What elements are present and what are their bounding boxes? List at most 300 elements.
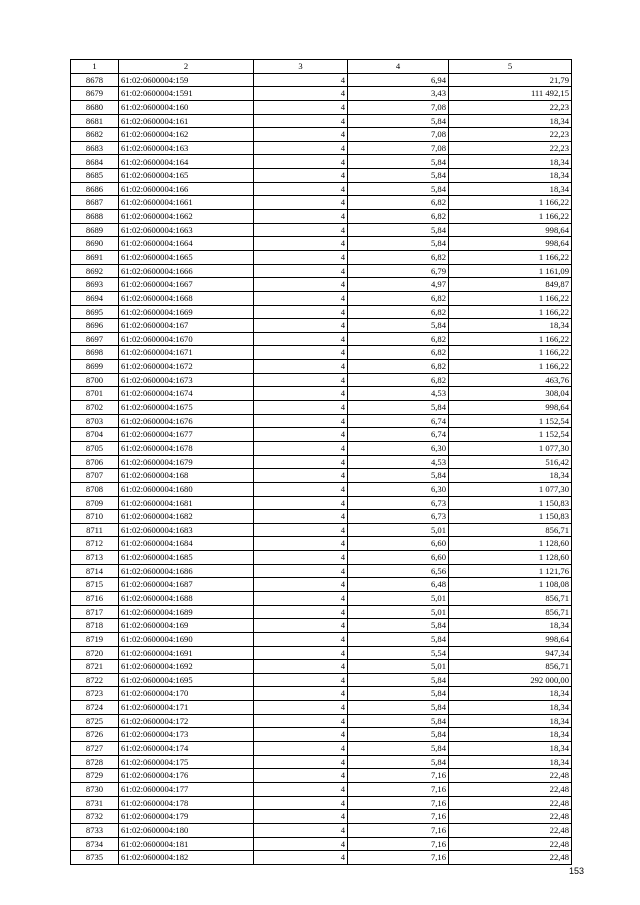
- table-row: [71, 523, 572, 537]
- cadastral-number-cell: 61:02:0600004:170: [119, 687, 254, 701]
- table-row: [71, 823, 572, 837]
- value-a-cell: 5,01: [348, 523, 449, 537]
- row-number-cell: 8694: [71, 291, 119, 305]
- category-cell: 4: [254, 619, 348, 633]
- category-cell: 4: [254, 441, 348, 455]
- cadastral-number-cell: 61:02:0600004:1664: [119, 237, 254, 251]
- category-cell: 4: [254, 401, 348, 415]
- table-row: [71, 810, 572, 824]
- cadastral-number-cell: 61:02:0600004:1681: [119, 496, 254, 510]
- value-b-cell: 22,48: [449, 823, 572, 837]
- table-row: [71, 128, 572, 142]
- row-number-cell: 8717: [71, 605, 119, 619]
- cadastral-number-cell: 61:02:0600004:160: [119, 100, 254, 114]
- column-header-1: 1: [71, 60, 119, 74]
- row-number-cell: 8731: [71, 796, 119, 810]
- row-number-cell: 8734: [71, 837, 119, 851]
- value-a-cell: 6,82: [348, 373, 449, 387]
- value-b-cell: 998,64: [449, 223, 572, 237]
- value-b-cell: 1 150,83: [449, 496, 572, 510]
- category-cell: 4: [254, 319, 348, 333]
- column-header-4: 4: [348, 60, 449, 74]
- category-cell: 4: [254, 510, 348, 524]
- cadastral-number-cell: 61:02:0600004:1685: [119, 551, 254, 565]
- value-b-cell: 1 166,22: [449, 360, 572, 374]
- cadastral-number-cell: 61:02:0600004:1673: [119, 373, 254, 387]
- value-b-cell: 22,23: [449, 141, 572, 155]
- table-body: [71, 73, 572, 864]
- value-b-cell: 998,64: [449, 237, 572, 251]
- cadastral-number-cell: 61:02:0600004:1683: [119, 523, 254, 537]
- cadastral-number-cell: 61:02:0600004:1591: [119, 87, 254, 101]
- value-a-cell: 7,08: [348, 141, 449, 155]
- cadastral-number-cell: 61:02:0600004:1692: [119, 660, 254, 674]
- category-cell: 4: [254, 278, 348, 292]
- cadastral-number-cell: 61:02:0600004:1677: [119, 428, 254, 442]
- row-number-cell: 8686: [71, 182, 119, 196]
- value-b-cell: 22,48: [449, 810, 572, 824]
- table-row: [71, 441, 572, 455]
- category-cell: 4: [254, 496, 348, 510]
- value-b-cell: 947,34: [449, 646, 572, 660]
- cadastral-number-cell: 61:02:0600004:167: [119, 319, 254, 333]
- value-b-cell: 18,34: [449, 182, 572, 196]
- category-cell: 4: [254, 414, 348, 428]
- value-b-cell: 856,71: [449, 523, 572, 537]
- cadastral-number-cell: 61:02:0600004:175: [119, 755, 254, 769]
- category-cell: 4: [254, 564, 348, 578]
- column-header-3: 3: [254, 60, 348, 74]
- value-b-cell: 18,34: [449, 469, 572, 483]
- table-row: [71, 305, 572, 319]
- cadastral-number-cell: 61:02:0600004:1672: [119, 360, 254, 374]
- row-number-cell: 8710: [71, 510, 119, 524]
- cadastral-table: [70, 59, 572, 865]
- cadastral-number-cell: 61:02:0600004:1691: [119, 646, 254, 660]
- value-b-cell: 18,34: [449, 714, 572, 728]
- value-a-cell: 5,84: [348, 401, 449, 415]
- cadastral-number-cell: 61:02:0600004:178: [119, 796, 254, 810]
- row-number-cell: 8714: [71, 564, 119, 578]
- row-number-cell: 8727: [71, 742, 119, 756]
- value-a-cell: 5,01: [348, 660, 449, 674]
- value-a-cell: 5,84: [348, 319, 449, 333]
- cadastral-number-cell: 61:02:0600004:164: [119, 155, 254, 169]
- table-row: [71, 742, 572, 756]
- value-a-cell: 6,82: [348, 291, 449, 305]
- category-cell: 4: [254, 605, 348, 619]
- row-number-cell: 8726: [71, 728, 119, 742]
- value-a-cell: 5,84: [348, 169, 449, 183]
- page-number: 153: [568, 866, 584, 876]
- table-row: [71, 250, 572, 264]
- category-cell: 4: [254, 469, 348, 483]
- row-number-cell: 8721: [71, 660, 119, 674]
- row-number-cell: 8696: [71, 319, 119, 333]
- table-row: [71, 796, 572, 810]
- value-a-cell: 6,74: [348, 414, 449, 428]
- cadastral-number-cell: 61:02:0600004:161: [119, 114, 254, 128]
- category-cell: 4: [254, 837, 348, 851]
- value-b-cell: 1 077,30: [449, 482, 572, 496]
- row-number-cell: 8678: [71, 73, 119, 87]
- row-number-cell: 8683: [71, 141, 119, 155]
- category-cell: 4: [254, 769, 348, 783]
- value-b-cell: 18,34: [449, 169, 572, 183]
- value-b-cell: 1 108,08: [449, 578, 572, 592]
- value-b-cell: 463,76: [449, 373, 572, 387]
- row-number-cell: 8688: [71, 210, 119, 224]
- cadastral-number-cell: 61:02:0600004:1669: [119, 305, 254, 319]
- table-row: [71, 169, 572, 183]
- row-number-cell: 8684: [71, 155, 119, 169]
- table-row: [71, 714, 572, 728]
- value-b-cell: 1 166,22: [449, 305, 572, 319]
- value-a-cell: 5,84: [348, 114, 449, 128]
- value-a-cell: 6,82: [348, 305, 449, 319]
- value-b-cell: 18,34: [449, 755, 572, 769]
- table-row: [71, 564, 572, 578]
- table-row: [71, 196, 572, 210]
- table-header: [71, 60, 572, 74]
- category-cell: 4: [254, 660, 348, 674]
- category-cell: 4: [254, 578, 348, 592]
- value-b-cell: 1 150,83: [449, 510, 572, 524]
- row-number-cell: 8679: [71, 87, 119, 101]
- category-cell: 4: [254, 373, 348, 387]
- value-a-cell: 6,48: [348, 578, 449, 592]
- value-b-cell: 1 128,60: [449, 537, 572, 551]
- row-number-cell: 8692: [71, 264, 119, 278]
- value-a-cell: 5,84: [348, 755, 449, 769]
- value-b-cell: 18,34: [449, 742, 572, 756]
- table-row: [71, 360, 572, 374]
- row-number-cell: 8700: [71, 373, 119, 387]
- category-cell: 4: [254, 782, 348, 796]
- value-a-cell: 5,01: [348, 605, 449, 619]
- category-cell: 4: [254, 141, 348, 155]
- cadastral-number-cell: 61:02:0600004:1663: [119, 223, 254, 237]
- cadastral-number-cell: 61:02:0600004:1661: [119, 196, 254, 210]
- table-row: [71, 278, 572, 292]
- value-a-cell: 5,84: [348, 182, 449, 196]
- table-row: [71, 469, 572, 483]
- table-row: [71, 141, 572, 155]
- value-a-cell: 7,16: [348, 782, 449, 796]
- cadastral-number-cell: 61:02:0600004:172: [119, 714, 254, 728]
- row-number-cell: 8701: [71, 387, 119, 401]
- row-number-cell: 8689: [71, 223, 119, 237]
- value-b-cell: 1 152,54: [449, 414, 572, 428]
- row-number-cell: 8707: [71, 469, 119, 483]
- category-cell: 4: [254, 387, 348, 401]
- table-row: [71, 319, 572, 333]
- table-row: [71, 591, 572, 605]
- category-cell: 4: [254, 632, 348, 646]
- value-a-cell: 5,84: [348, 469, 449, 483]
- table-row: [71, 100, 572, 114]
- row-number-cell: 8715: [71, 578, 119, 592]
- row-number-cell: 8716: [71, 591, 119, 605]
- row-number-cell: 8735: [71, 851, 119, 865]
- row-number-cell: 8685: [71, 169, 119, 183]
- value-b-cell: 1 161,09: [449, 264, 572, 278]
- cadastral-number-cell: 61:02:0600004:1676: [119, 414, 254, 428]
- value-b-cell: 856,71: [449, 660, 572, 674]
- value-b-cell: 516,42: [449, 455, 572, 469]
- cadastral-number-cell: 61:02:0600004:1675: [119, 401, 254, 415]
- cadastral-number-cell: 61:02:0600004:182: [119, 851, 254, 865]
- table-row: [71, 114, 572, 128]
- category-cell: 4: [254, 523, 348, 537]
- value-a-cell: 7,16: [348, 851, 449, 865]
- value-b-cell: 292 000,00: [449, 673, 572, 687]
- row-number-cell: 8705: [71, 441, 119, 455]
- category-cell: 4: [254, 182, 348, 196]
- cadastral-number-cell: 61:02:0600004:159: [119, 73, 254, 87]
- value-b-cell: 21,79: [449, 73, 572, 87]
- row-number-cell: 8697: [71, 332, 119, 346]
- value-a-cell: 6,73: [348, 496, 449, 510]
- table-row: [71, 373, 572, 387]
- value-a-cell: 6,82: [348, 346, 449, 360]
- value-a-cell: 7,16: [348, 810, 449, 824]
- category-cell: 4: [254, 714, 348, 728]
- row-number-cell: 8722: [71, 673, 119, 687]
- row-number-cell: 8680: [71, 100, 119, 114]
- value-a-cell: 6,94: [348, 73, 449, 87]
- row-number-cell: 8711: [71, 523, 119, 537]
- table-row: [71, 155, 572, 169]
- value-b-cell: 18,34: [449, 687, 572, 701]
- value-b-cell: 22,48: [449, 851, 572, 865]
- category-cell: 4: [254, 537, 348, 551]
- row-number-cell: 8704: [71, 428, 119, 442]
- category-cell: 4: [254, 87, 348, 101]
- cadastral-number-cell: 61:02:0600004:168: [119, 469, 254, 483]
- category-cell: 4: [254, 73, 348, 87]
- value-b-cell: 1 128,60: [449, 551, 572, 565]
- category-cell: 4: [254, 482, 348, 496]
- category-cell: 4: [254, 673, 348, 687]
- row-number-cell: 8698: [71, 346, 119, 360]
- row-number-cell: 8691: [71, 250, 119, 264]
- value-b-cell: 18,34: [449, 701, 572, 715]
- cadastral-number-cell: 61:02:0600004:1684: [119, 537, 254, 551]
- cadastral-number-cell: 61:02:0600004:1662: [119, 210, 254, 224]
- category-cell: 4: [254, 728, 348, 742]
- table-row: [71, 837, 572, 851]
- value-b-cell: 22,23: [449, 100, 572, 114]
- category-cell: 4: [254, 591, 348, 605]
- value-b-cell: 1 077,30: [449, 441, 572, 455]
- category-cell: 4: [254, 305, 348, 319]
- cadastral-number-cell: 61:02:0600004:1666: [119, 264, 254, 278]
- cadastral-number-cell: 61:02:0600004:1679: [119, 455, 254, 469]
- cadastral-number-cell: 61:02:0600004:1688: [119, 591, 254, 605]
- value-b-cell: 849,87: [449, 278, 572, 292]
- value-a-cell: 6,82: [348, 210, 449, 224]
- category-cell: 4: [254, 360, 348, 374]
- row-number-cell: 8695: [71, 305, 119, 319]
- category-cell: 4: [254, 169, 348, 183]
- table-row: [71, 551, 572, 565]
- table-row: [71, 537, 572, 551]
- table-row: [71, 632, 572, 646]
- value-a-cell: 6,73: [348, 510, 449, 524]
- cadastral-number-cell: 61:02:0600004:171: [119, 701, 254, 715]
- value-b-cell: 22,48: [449, 769, 572, 783]
- category-cell: 4: [254, 223, 348, 237]
- table-row: [71, 87, 572, 101]
- row-number-cell: 8725: [71, 714, 119, 728]
- column-header-5: 5: [449, 60, 572, 74]
- row-number-cell: 8732: [71, 810, 119, 824]
- row-number-cell: 8713: [71, 551, 119, 565]
- table-row: [71, 387, 572, 401]
- row-number-cell: 8681: [71, 114, 119, 128]
- cadastral-number-cell: 61:02:0600004:176: [119, 769, 254, 783]
- value-a-cell: 7,08: [348, 128, 449, 142]
- value-a-cell: 6,82: [348, 250, 449, 264]
- table-row: [71, 182, 572, 196]
- value-a-cell: 5,84: [348, 742, 449, 756]
- cadastral-number-cell: 61:02:0600004:1690: [119, 632, 254, 646]
- table-row: [71, 346, 572, 360]
- row-number-cell: 8703: [71, 414, 119, 428]
- category-cell: 4: [254, 210, 348, 224]
- category-cell: 4: [254, 155, 348, 169]
- cadastral-number-cell: 61:02:0600004:169: [119, 619, 254, 633]
- cadastral-number-cell: 61:02:0600004:1680: [119, 482, 254, 496]
- value-b-cell: 1 166,22: [449, 210, 572, 224]
- category-cell: 4: [254, 742, 348, 756]
- cadastral-number-cell: 61:02:0600004:1687: [119, 578, 254, 592]
- table-row: [71, 687, 572, 701]
- row-number-cell: 8733: [71, 823, 119, 837]
- row-number-cell: 8728: [71, 755, 119, 769]
- row-number-cell: 8699: [71, 360, 119, 374]
- category-cell: 4: [254, 128, 348, 142]
- value-a-cell: 6,30: [348, 482, 449, 496]
- value-a-cell: 5,84: [348, 619, 449, 633]
- cadastral-number-cell: 61:02:0600004:179: [119, 810, 254, 824]
- cadastral-number-cell: 61:02:0600004:1689: [119, 605, 254, 619]
- row-number-cell: 8690: [71, 237, 119, 251]
- table-row: [71, 73, 572, 87]
- category-cell: 4: [254, 250, 348, 264]
- value-b-cell: 1 121,76: [449, 564, 572, 578]
- category-cell: 4: [254, 346, 348, 360]
- table-row: [71, 673, 572, 687]
- value-b-cell: 856,71: [449, 605, 572, 619]
- table-row: [71, 619, 572, 633]
- value-a-cell: 5,01: [348, 591, 449, 605]
- value-a-cell: 4,97: [348, 278, 449, 292]
- value-a-cell: 6,60: [348, 551, 449, 565]
- table-row: [71, 414, 572, 428]
- cadastral-number-cell: 61:02:0600004:162: [119, 128, 254, 142]
- row-number-cell: 8712: [71, 537, 119, 551]
- value-a-cell: 5,84: [348, 673, 449, 687]
- row-number-cell: 8709: [71, 496, 119, 510]
- cadastral-number-cell: 61:02:0600004:1670: [119, 332, 254, 346]
- value-a-cell: 6,82: [348, 332, 449, 346]
- value-a-cell: 5,84: [348, 223, 449, 237]
- row-number-cell: 8706: [71, 455, 119, 469]
- row-number-cell: 8730: [71, 782, 119, 796]
- value-a-cell: 4,53: [348, 387, 449, 401]
- category-cell: 4: [254, 823, 348, 837]
- value-a-cell: 4,53: [348, 455, 449, 469]
- row-number-cell: 8729: [71, 769, 119, 783]
- table-row: [71, 851, 572, 865]
- category-cell: 4: [254, 755, 348, 769]
- table-row: [71, 401, 572, 415]
- table-row: [71, 210, 572, 224]
- value-b-cell: 856,71: [449, 591, 572, 605]
- value-a-cell: 5,84: [348, 155, 449, 169]
- value-b-cell: 1 166,22: [449, 250, 572, 264]
- category-cell: 4: [254, 851, 348, 865]
- table-row: [71, 332, 572, 346]
- value-b-cell: 22,23: [449, 128, 572, 142]
- value-b-cell: 308,04: [449, 387, 572, 401]
- value-a-cell: 5,84: [348, 632, 449, 646]
- cadastral-number-cell: 61:02:0600004:1682: [119, 510, 254, 524]
- value-b-cell: 18,34: [449, 114, 572, 128]
- table-row: [71, 496, 572, 510]
- category-cell: 4: [254, 196, 348, 210]
- cadastral-number-cell: 61:02:0600004:1665: [119, 250, 254, 264]
- table-row: [71, 237, 572, 251]
- value-b-cell: 18,34: [449, 319, 572, 333]
- category-cell: 4: [254, 114, 348, 128]
- cadastral-number-cell: 61:02:0600004:173: [119, 728, 254, 742]
- cadastral-number-cell: 61:02:0600004:174: [119, 742, 254, 756]
- value-b-cell: 998,64: [449, 401, 572, 415]
- row-number-cell: 8724: [71, 701, 119, 715]
- value-b-cell: 998,64: [449, 632, 572, 646]
- value-a-cell: 7,16: [348, 769, 449, 783]
- value-b-cell: 111 492,15: [449, 87, 572, 101]
- cadastral-number-cell: 61:02:0600004:177: [119, 782, 254, 796]
- row-number-cell: 8708: [71, 482, 119, 496]
- value-a-cell: 5,84: [348, 714, 449, 728]
- cadastral-number-cell: 61:02:0600004:163: [119, 141, 254, 155]
- value-b-cell: 1 166,22: [449, 332, 572, 346]
- value-a-cell: 7,16: [348, 837, 449, 851]
- value-a-cell: 7,16: [348, 796, 449, 810]
- category-cell: 4: [254, 291, 348, 305]
- table-row: [71, 510, 572, 524]
- column-header-2: 2: [119, 60, 254, 74]
- category-cell: 4: [254, 687, 348, 701]
- category-cell: 4: [254, 237, 348, 251]
- value-b-cell: 18,34: [449, 619, 572, 633]
- value-a-cell: 5,84: [348, 728, 449, 742]
- value-b-cell: 22,48: [449, 837, 572, 851]
- cadastral-number-cell: 61:02:0600004:165: [119, 169, 254, 183]
- table-row: [71, 428, 572, 442]
- row-number-cell: 8718: [71, 619, 119, 633]
- value-b-cell: 1 166,22: [449, 346, 572, 360]
- value-a-cell: 6,82: [348, 196, 449, 210]
- table-row: [71, 291, 572, 305]
- value-b-cell: 1 152,54: [449, 428, 572, 442]
- value-b-cell: 1 166,22: [449, 291, 572, 305]
- value-a-cell: 5,84: [348, 701, 449, 715]
